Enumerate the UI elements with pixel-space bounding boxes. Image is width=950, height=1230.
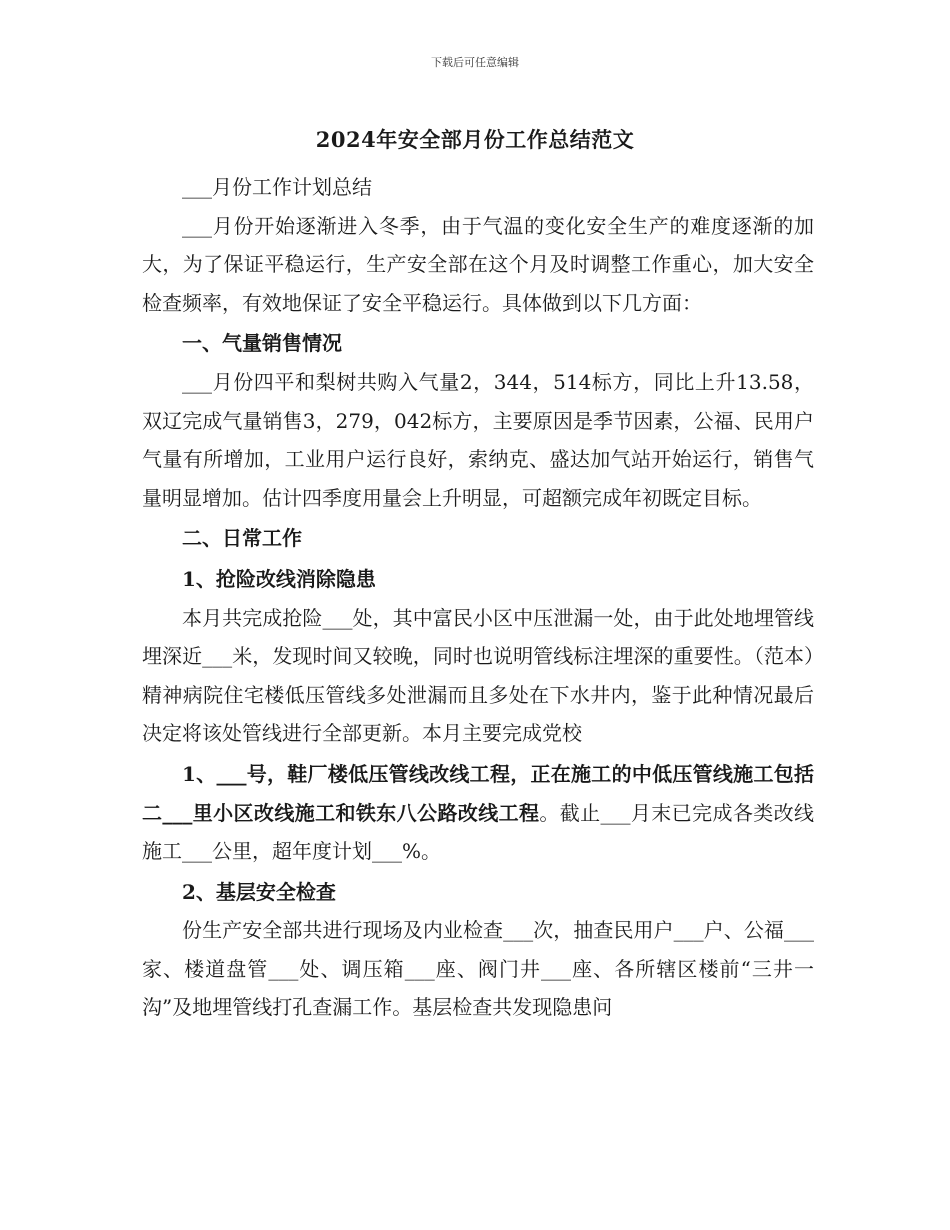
paragraph-intro: ___月份开始逐渐进入冬季，由于气温的变化安全生产的难度逐渐的加大，为了保证平稳运行，生产安全部在这个月及时调整工作重心，加大安全检查频率，有效地保证了安全平稳运行。具体做到以下几方面： xyxy=(142,213,814,315)
rerouting-projects-rest: 。截止___月末已完成各类改线施工___公里，超年度计划___%。 xyxy=(142,800,815,864)
subheading-emergency-rerouting: 1、抢险改线消除隐患 xyxy=(182,566,376,591)
header-note: 下载后可任意编辑 xyxy=(431,56,519,69)
paragraph-rerouting-projects xyxy=(142,755,814,871)
subheading-safety-inspection: 2、基层安全检查 xyxy=(182,879,336,904)
paragraph-gas-sales: ___月份四平和梨树共购入气量2，344，514标方，同比上升13.58，双辽完成气量销售3，279，042标方，主要原因是季节因素，公福、民用户气量有所增加，工业用户运行良好，索纳克、盛达加气站开始运行，销售气量明显增加。估计四季度用量会上升明显，可超额完成年初既定目标。 xyxy=(142,369,814,510)
paragraph-plan-summary: ___月份工作计划总结 xyxy=(182,175,372,199)
document-body xyxy=(142,168,814,1027)
paragraph-emergency: 本月共完成抢险___处，其中富民小区中压泄漏一处，由于此处地埋管线埋深近___米，发现时间又较晚，同时也说明管线标注埋深的重要性。（范本）精神病院住宅楼低压管线多处泄漏而且多处在下水井内，鉴于此种情况最后决定将该处管线进行全部更新。本月主要完成党校 xyxy=(142,605,814,746)
rerouting-projects-bold: 1、___号，鞋厂楼低压管线改线工程，正在施工的中低压管线施工包括二___里小区改线施工和铁东八公路改线工程 xyxy=(142,761,814,825)
paragraph-safety-inspection: 份生产安全部共进行现场及内业检查___次，抽查民用户___户、公福___家、楼道盘管___处、调压箱___座、阀门井___座、各所辖区楼前“三井一沟”及地埋管线打孔查漏工作。基层检查共发现隐患问 xyxy=(142,918,814,1020)
section-heading-gas-sales: 一、气量销售情况 xyxy=(182,331,342,356)
document-title: 2024年安全部月份工作总结范文 xyxy=(315,127,635,152)
section-heading-daily-work: 二、日常工作 xyxy=(182,526,302,551)
